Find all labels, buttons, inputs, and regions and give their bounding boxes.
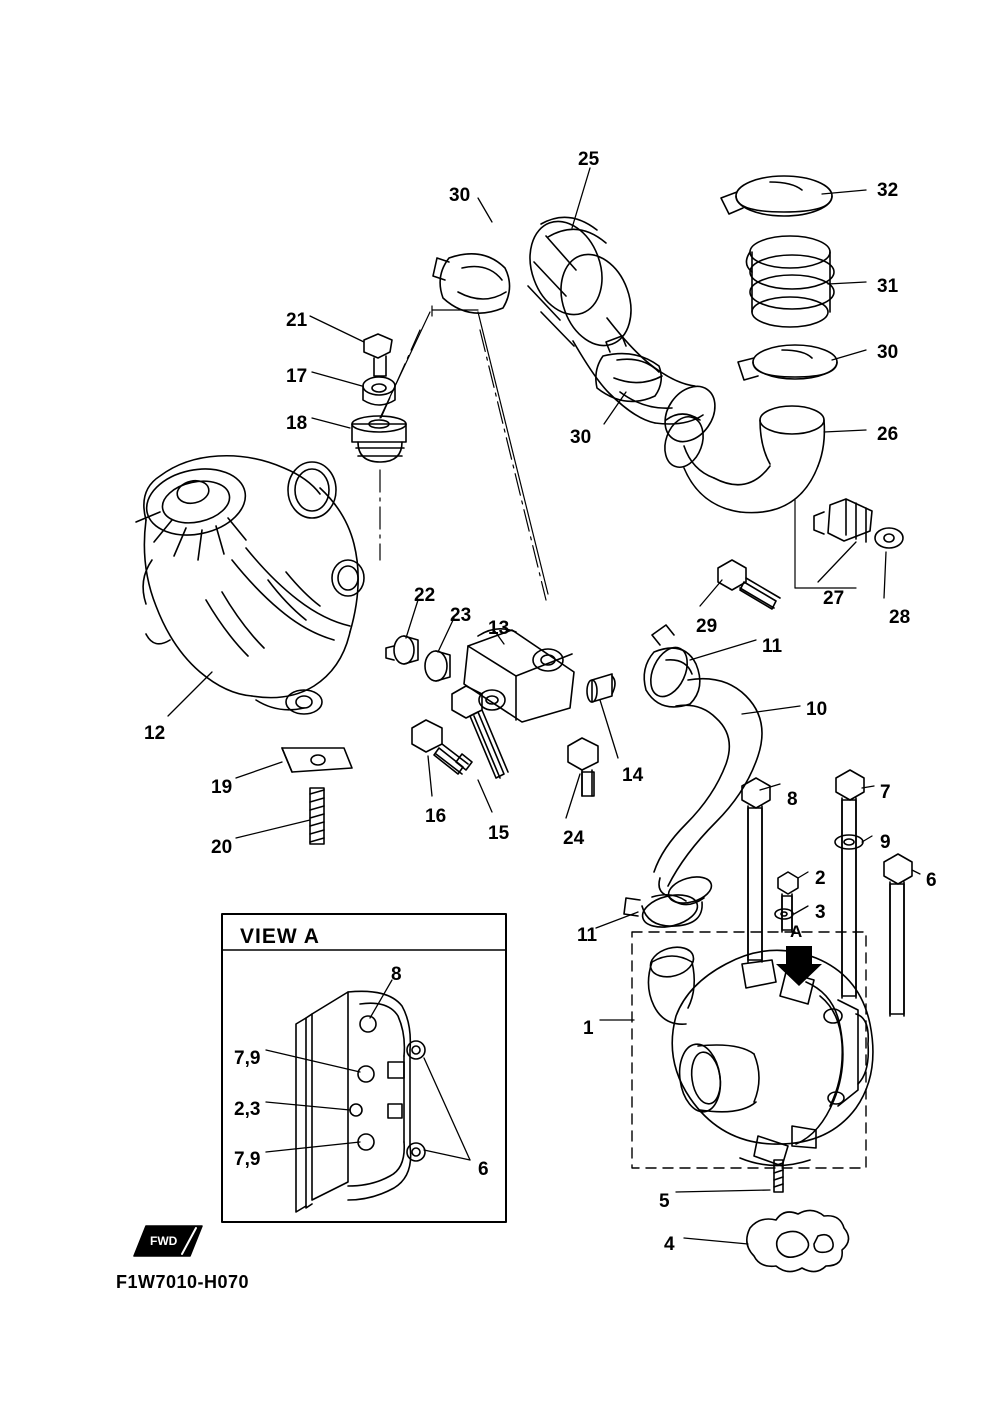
callout-15: 15 <box>488 823 510 844</box>
part-11-clamp-lower <box>624 890 702 933</box>
callout-14: 14 <box>622 765 644 786</box>
part-28-washer <box>875 528 903 548</box>
callout-8: 8 <box>787 789 798 810</box>
part-32-clamp <box>721 176 832 216</box>
callout-1: 1 <box>583 1018 594 1039</box>
callout-5: 5 <box>659 1191 670 1212</box>
part-13-bracket <box>464 629 574 722</box>
part-30-clamp-upper-left <box>433 254 510 313</box>
callout-9: 9 <box>880 832 891 853</box>
section-a-letter: A <box>790 922 803 941</box>
part-18-mount <box>352 416 406 462</box>
view-a-callout-7-9: 7,9 <box>234 1048 261 1069</box>
part-7-bolt <box>836 770 864 998</box>
callout-13: 13 <box>488 618 510 639</box>
view-a-callout-8: 8 <box>391 964 402 985</box>
callout-7: 7 <box>880 782 891 803</box>
part-23-collar <box>425 651 450 681</box>
callout-31: 31 <box>877 276 899 297</box>
callout-10: 10 <box>806 699 828 720</box>
callout-29: 29 <box>696 616 718 637</box>
part-20-stud <box>310 788 324 844</box>
part-14-spacer <box>587 674 615 702</box>
view-a-callout-7-9: 7,9 <box>234 1149 261 1170</box>
callout-30: 30 <box>449 185 471 206</box>
callout-27: 27 <box>823 588 845 609</box>
callout-3: 3 <box>815 902 826 923</box>
view-a-title: VIEW A <box>240 925 320 948</box>
callout-22: 22 <box>414 585 436 606</box>
callout-25: 25 <box>578 149 600 170</box>
part-24-bolt <box>568 738 598 796</box>
view-a-box <box>222 914 506 1222</box>
callout-17: 17 <box>286 366 308 387</box>
part-code-label: F1W7010-H070 <box>116 1272 250 1292</box>
callout-2: 2 <box>815 868 826 889</box>
callout-12: 12 <box>144 723 166 744</box>
part-17-collar <box>363 377 395 405</box>
callout-23: 23 <box>450 605 472 626</box>
callout-6: 6 <box>926 870 937 891</box>
part-11-clamp-upper <box>644 625 700 707</box>
view-a-callout-2-3: 2,3 <box>234 1099 261 1120</box>
part-1-turbocharger <box>632 932 873 1168</box>
view-a-content <box>296 991 425 1212</box>
part-9-washer <box>835 835 863 849</box>
callout-19: 19 <box>211 777 233 798</box>
callout-30: 30 <box>877 342 899 363</box>
callout-18: 18 <box>286 413 308 434</box>
callout-26: 26 <box>877 424 899 445</box>
part-27-fitting <box>814 499 872 542</box>
part-30-clamp-right <box>738 345 837 380</box>
callout-28: 28 <box>889 607 911 628</box>
fwd-label: FWD <box>150 1234 178 1248</box>
part-12-intake-manifold <box>136 456 364 714</box>
callout-11: 11 <box>577 925 598 946</box>
part-31-rubber-boot <box>746 236 834 327</box>
part-16-bolt <box>412 720 472 774</box>
callout-32: 32 <box>877 180 899 201</box>
callout-4: 4 <box>664 1234 675 1255</box>
callout-30: 30 <box>570 427 592 448</box>
callout-16: 16 <box>425 806 447 827</box>
part-19-plate <box>282 748 352 772</box>
part-25-air-duct <box>518 211 726 451</box>
view-a-callout-6: 6 <box>478 1159 489 1180</box>
part-4-gasket <box>747 1210 849 1271</box>
part-6-bolt <box>884 854 912 1016</box>
callout-24: 24 <box>563 828 585 849</box>
callout-21: 21 <box>286 310 308 331</box>
part-21-bolt <box>364 334 392 376</box>
section-a-arrow <box>776 946 822 986</box>
part-3-washer <box>775 909 793 919</box>
part-22-collar <box>386 636 418 664</box>
part-8-bolt <box>742 778 770 962</box>
callout-11: 11 <box>762 636 783 657</box>
callout-20: 20 <box>211 837 233 858</box>
part-29-bolt <box>718 560 780 609</box>
